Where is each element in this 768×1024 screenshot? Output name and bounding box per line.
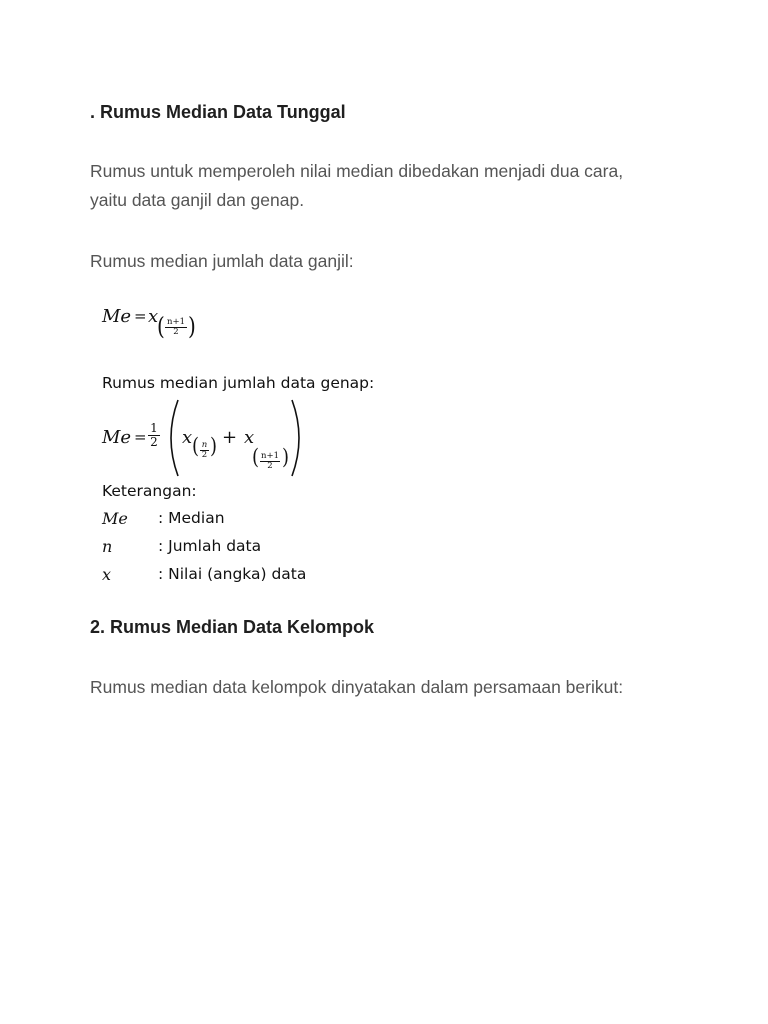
half-coefficient [148,422,160,449]
sub2-numerator: n+1 [260,451,279,461]
legend-item [102,565,392,593]
formula-lhs: Me [102,306,132,327]
formula-variable: x [148,306,159,327]
subscript-numerator: n+1 [166,317,185,327]
section2-heading: 2. Rumus Median Data Kelompok [90,617,375,637]
right-paren-glyph: ) [188,311,196,341]
big-right-paren-glyph [288,398,308,478]
odd-data-intro: Rumus median jumlah data ganjil: [90,251,354,271]
legend-symbol: x [102,565,112,584]
paragraph-line-1: Rumus untuk memperoleh nilai median dibedakan menjadi dua cara, [90,161,624,181]
even-median-formula [102,398,322,480]
legend-item [102,537,392,565]
coefficient-numerator: 1 [150,421,158,435]
legend-item [102,509,392,537]
formula-figure [100,300,400,590]
legend-description: : Median [158,509,225,527]
sub1-denominator: 2 [201,450,208,460]
sub2-right-paren-glyph: ) [282,444,290,471]
big-left-paren-glyph [162,398,182,478]
equals-sign: = [134,307,147,325]
sub2-left-paren-glyph: ( [252,444,260,471]
subscript-denominator: 2 [173,327,179,337]
legend-description: : Jumlah data [158,537,262,555]
legend-description: : Nilai (angka) data [158,565,307,583]
sub2-denominator: 2 [267,461,273,471]
section2-paragraph: Rumus median data kelompok dinyatakan dalam persamaan berikut: [90,677,624,697]
sub1-left-paren-glyph: ( [192,433,200,460]
legend-list [102,509,392,593]
plus-sign: + [222,427,238,448]
second-subscript-fraction [260,452,280,471]
even-data-label: Rumus median jumlah data genap: [102,374,375,392]
legend-title: Keterangan: [102,482,197,500]
section1-paragraph [90,157,623,215]
second-variable: x [244,427,255,448]
first-subscript-fraction [200,441,209,460]
coefficient-denominator: 2 [150,435,158,449]
legend-symbol: n [102,537,113,556]
sub1-right-paren-glyph: ) [210,433,218,460]
paragraph-line-2: yaitu data ganjil dan genap. [90,190,305,210]
first-variable: x [182,427,193,448]
subscript-fraction [165,318,187,337]
sub1-numerator: n [201,440,208,450]
legend-symbol: Me [102,509,128,528]
formula-lhs: Me [102,427,132,448]
equals-sign: = [134,428,147,446]
section1-heading: . Rumus Median Data Tunggal [90,102,346,122]
left-paren-glyph: ( [157,311,165,341]
